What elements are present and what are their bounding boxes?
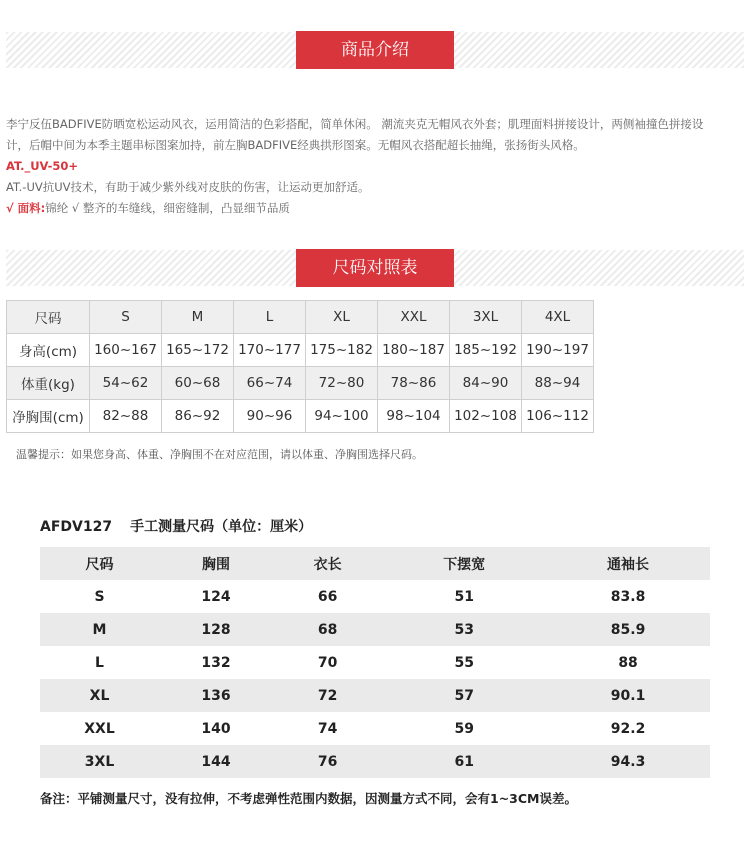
measure-cell: 68 <box>273 613 382 646</box>
size-cell: 165~172 <box>162 334 234 367</box>
measure-cell: 74 <box>317 720 338 737</box>
measure-cell: 61 <box>382 745 546 778</box>
measure-cell: 132 <box>201 654 231 671</box>
measure-cell: XXL <box>84 720 115 737</box>
size-cell: 54~62 <box>90 367 162 400</box>
size-cell: 170~177 <box>234 334 306 367</box>
measure-row <box>40 646 710 679</box>
size-cell: 4XL <box>522 301 594 334</box>
size-cell: 60~68 <box>162 367 234 400</box>
measure-cell: S <box>94 588 105 605</box>
size-cell: 86~92 <box>162 400 234 433</box>
measure-cell: 70 <box>317 654 338 671</box>
measure-cell: 衣长 <box>273 547 382 580</box>
size-cell: 84~90 <box>450 367 522 400</box>
size-cell: 3XL <box>450 301 522 334</box>
size-cell: 净胸围(cm) <box>7 400 90 433</box>
measure-cell: 下摆宽 <box>382 547 546 580</box>
measure-cell: 59 <box>454 720 474 737</box>
measure-cell: 92.2 <box>610 720 646 737</box>
measure-row <box>40 712 710 745</box>
uv-label: AT._UV-50+ <box>6 159 79 173</box>
size-chart-table <box>6 300 594 433</box>
size-cell: 尺码 <box>7 301 90 334</box>
size-cell: S <box>90 301 162 334</box>
size-cell: 身高(cm) <box>7 334 90 367</box>
model-code: AFDV127 <box>40 519 113 535</box>
size-cell: 72~80 <box>306 367 378 400</box>
fabric-label: √ 面料: <box>6 201 46 215</box>
size-cell: 190~197 <box>522 334 594 367</box>
measure-cell: 55 <box>454 654 474 671</box>
size-cell: 82~88 <box>90 400 162 433</box>
measure-cell: 76 <box>273 745 382 778</box>
measure-cell: 88 <box>618 654 638 671</box>
measure-title-text: 手工测量尺码（单位：厘米） <box>130 519 313 535</box>
size-cell: 94~100 <box>306 400 378 433</box>
size-cell: 106~112 <box>522 400 594 433</box>
measure-cell: 胸围 <box>159 547 273 580</box>
description-line-2: 计，后帽中间为本季主题串标图案加持，前左胸BADFIVE经典拱形图案。无帽风衣搭配超长抽绳，张扬街头风格。 <box>6 138 585 152</box>
measure-cell: 144 <box>159 745 273 778</box>
size-cell: M <box>162 301 234 334</box>
measure-row <box>40 613 710 646</box>
size-cell: 66~74 <box>234 367 306 400</box>
size-row-weight <box>7 367 594 400</box>
measure-note: 备注：平铺测量尺寸，没有拉伸，不考虑弹性范围内数据，因测量方式不同，会有1~3CM误差。 <box>40 791 577 806</box>
measure-cell: 128 <box>159 613 273 646</box>
product-description <box>6 114 744 219</box>
size-cell: 88~94 <box>522 367 594 400</box>
size-cell: 102~108 <box>450 400 522 433</box>
size-cell: 体重(kg) <box>7 367 90 400</box>
measure-cell: 66 <box>317 588 338 605</box>
size-cell: 175~182 <box>306 334 378 367</box>
size-tip: 温馨提示：如果您身高、体重、净胸围不在对应范围，请以体重、净胸围选择尺码。 <box>16 448 423 461</box>
size-cell: 160~167 <box>90 334 162 367</box>
measure-row-header <box>40 547 710 580</box>
size-row-header <box>7 301 594 334</box>
measure-cell: 57 <box>382 679 546 712</box>
measure-cell: 3XL <box>40 745 159 778</box>
size-cell: L <box>234 301 306 334</box>
fabric-line <box>6 198 744 219</box>
measure-row <box>40 679 710 712</box>
section-title-size: 尺码对照表 <box>296 249 454 287</box>
measure-row <box>40 745 710 778</box>
size-cell: 180~187 <box>378 334 450 367</box>
measure-cell: 124 <box>201 588 231 605</box>
section-title-intro: 商品介绍 <box>296 31 454 69</box>
measure-title <box>40 516 330 536</box>
size-cell: 78~86 <box>378 367 450 400</box>
size-row-chest <box>7 400 594 433</box>
measure-cell: 85.9 <box>546 613 710 646</box>
measure-cell: XL <box>40 679 159 712</box>
measure-cell: 72 <box>273 679 382 712</box>
measure-cell: L <box>95 654 104 671</box>
measurement-table <box>40 547 710 778</box>
size-cell: 98~104 <box>378 400 450 433</box>
measure-cell: M <box>40 613 159 646</box>
measure-cell: 83.8 <box>610 588 646 605</box>
size-cell: XXL <box>378 301 450 334</box>
measure-cell: 尺码 <box>40 547 159 580</box>
size-row-height <box>7 334 594 367</box>
uv-description: AT.-UV抗UV技术，有助于减少紫外线对皮肤的伤害，让运动更加舒适。 <box>6 180 370 194</box>
fabric-description: 锦纶 √ 整齐的车缝线，细密缝制，凸显细节品质 <box>45 201 290 215</box>
measure-cell: 94.3 <box>546 745 710 778</box>
measure-cell: 90.1 <box>546 679 710 712</box>
size-cell: 185~192 <box>450 334 522 367</box>
measure-cell: 140 <box>201 720 231 737</box>
measure-cell: 通袖长 <box>546 547 710 580</box>
measure-cell: 136 <box>159 679 273 712</box>
measure-cell: 53 <box>382 613 546 646</box>
size-cell: 90~96 <box>234 400 306 433</box>
description-line-1: 李宁反伍BADFIVE防晒宽松运动风衣，运用简洁的色彩搭配，简单休闲。 潮流夹克无帽风衣外套；肌理面料拼接设计，两侧袖撞色拼接设 <box>6 117 704 131</box>
size-cell: XL <box>306 301 378 334</box>
measure-cell: 51 <box>454 588 474 605</box>
measure-row <box>40 580 710 613</box>
